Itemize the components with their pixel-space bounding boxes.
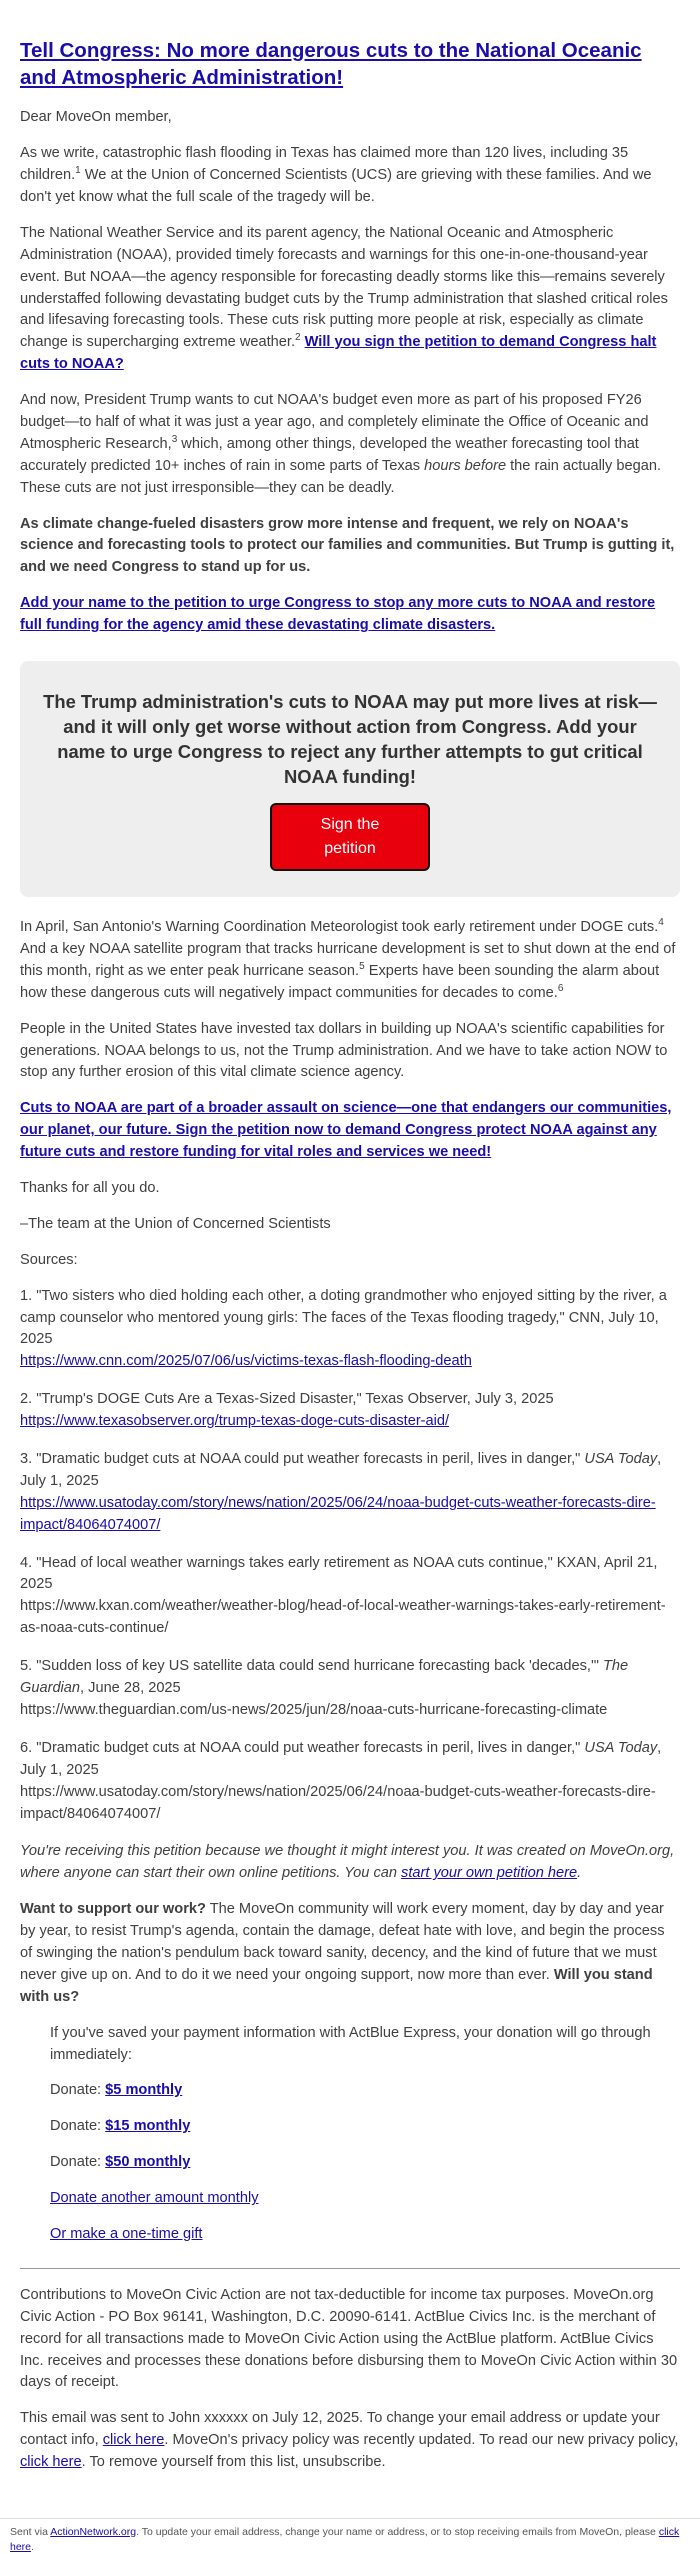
support-paragraph: [20, 1899, 680, 2008]
sent-text-3: . To remove yourself from this list, unsubscribe.: [81, 2454, 386, 2471]
sent-text-2: . MoveOn's privacy policy was recently updated. To read our new privacy policy,: [164, 2432, 679, 2449]
paragraph-budget: [20, 390, 680, 499]
p3-italic: hours before: [424, 457, 507, 474]
footer-text-1: Sent via: [10, 2525, 51, 2538]
donate-another-link[interactable]: Donate another amount monthly: [50, 2190, 259, 2207]
greeting: Dear MoveOn member,: [20, 109, 172, 126]
p2-text: The National Weather Service and its parent agency, the National Oceanic and Atmospheric Administration (NOAA), provided timely forecasts and warnings for this one-in-one-thousand-year event. But NOAA—the agency responsible for forecasting deadly storms like this—remains severely understaffed following devastating budget cuts by the Trump administration that slashed critical roles and lifesaving forecasting tools. These cuts risk putting more people at risk, especially as climate change is supercharging extreme weather.: [20, 224, 668, 351]
p3-text3: the rain actually began. These cuts are not just irresponsible—they can be deadly.: [20, 457, 662, 496]
sent-text-1: This email was sent to John xxxxxx on July 12, 2025. To change your email address or update your contact info,: [20, 2410, 660, 2449]
paragraph-climate: As climate change-fueled disasters grow more intense and frequent, we rely on NOAA's science and forecasting tools to protect our families and communities. But Trump is gutting it, and we need Congress to stand up for us.: [20, 515, 675, 576]
donate-prefix: Donate:: [50, 2154, 106, 2171]
footnote-2: 2: [295, 332, 301, 344]
footnote-5: 5: [359, 961, 365, 973]
privacy-policy-link[interactable]: click here: [20, 2454, 82, 2471]
p6-text2: And a key NOAA satellite program that tracks hurricane development is set to shut down at the end of this month, right as we enter peak hurricane season.: [20, 941, 676, 979]
p6-text3: Experts have been sounding the alarm about how these dangerous cuts will negatively impact communities for decades to come.: [20, 962, 660, 1001]
donate-15-link[interactable]: $15 monthly: [105, 2118, 191, 2135]
source-item: [20, 1656, 680, 1722]
footnote-1: 1: [75, 165, 81, 177]
source-date: , June 28, 2025: [80, 1680, 181, 1697]
source-url: https://www.theguardian.com/us-news/2025/jun/28/noaa-cuts-hurricane-forecasting-climate: [20, 1701, 608, 1718]
source-link[interactable]: https://www.cnn.com/2025/07/06/us/victims-texas-flash-flooding-death: [20, 1353, 472, 1370]
donate-50-link[interactable]: $50 monthly: [105, 2154, 191, 2171]
donate-prefix: Donate:: [50, 2118, 106, 2135]
petition-link-1[interactable]: Will you sign the petition to demand Congress halt cuts to NOAA?: [20, 334, 657, 373]
donate-5-link[interactable]: $5 monthly: [105, 2082, 183, 2099]
sent-notice: [20, 2408, 680, 2474]
support-lead: Want to support our work?: [20, 1901, 206, 1918]
paragraph-tax-dollars: People in the United States have invested tax dollars in building up NOAA's scientific capabilities for generations. NOAA belongs to us, not the Trump administration. And we have to take action NOW to stop any further erosion of this vital climate science agency.: [20, 1020, 668, 1081]
p3-text2: which, among other things, developed the weather forecasting tool that accurately predicted 10+ inches of rain in some parts of Texas: [20, 435, 639, 474]
source-item: [20, 1738, 680, 1826]
source-text: 6. "Dramatic budget cuts at NOAA could put weather forecasts in peril, lives in danger,": [20, 1739, 585, 1756]
footnote-6: 6: [557, 982, 564, 994]
source-date: , July 1, 2025: [20, 1739, 662, 1778]
donate-another-row: [50, 2188, 680, 2210]
donate-intro: If you've saved your payment information with ActBlue Express, your donation will go through immediately:: [50, 2024, 651, 2063]
source-link[interactable]: https://www.texasobserver.org/trump-texas-doge-cuts-disaster-aid/: [20, 1413, 450, 1430]
start-petition-link[interactable]: start your own petition here: [401, 1865, 578, 1882]
source-item: [20, 1449, 680, 1537]
donate-prefix: Donate:: [50, 2082, 106, 2099]
footnote-4: 4: [658, 917, 664, 929]
paragraph-add-name: [20, 593, 680, 637]
footer-text-3: .: [31, 2540, 34, 2553]
support-text: The MoveOn community will work every moment, day by day and year by year, to resist Trump's agenda, contain the damage, defeat hate with love, and begin the process of swinging the nation's pendulum back toward sanity, decency, and the kind of future that we must never give up on. And to do it we need your ongoing support, now more than ever.: [20, 1901, 665, 1983]
source-url: https://www.kxan.com/weather/weather-blog/head-of-local-weather-warnings-takes-early-retirement-as-noaa-cuts-continue/: [20, 1598, 666, 1637]
source-text: 1. "Two sisters who died holding each other, a doting grandmother who enjoyed sitting by the river, a camp counselor who mentored young girls: The faces of the Texas flooding tragedy," CNN, July 10, 2025: [20, 1287, 667, 1348]
donate-option: [50, 2152, 680, 2174]
p1-text: As we write, catastrophic flash flooding in Texas has claimed more than 120 lives, including 35 children.: [20, 145, 629, 184]
receiving-end: .: [577, 1865, 582, 1882]
source-text: 5. "Sudden loss of key US satellite data could send hurricane forecasting back 'decades,'": [20, 1658, 603, 1675]
donate-options: [50, 2080, 680, 2174]
donate-option: [50, 2116, 680, 2138]
donate-onetime-row: [50, 2224, 680, 2246]
footer-bar: [0, 2518, 700, 2554]
source-link[interactable]: https://www.usatoday.com/story/news/nation/2025/06/24/noaa-budget-cuts-weather-forecasts-dire-impact/84064074007/: [20, 1494, 656, 1533]
source-text: 3. "Dramatic budget cuts at NOAA could put weather forecasts in peril, lives in danger,": [20, 1451, 585, 1468]
footer-text-2: . To update your email address, change your name or address, or to stop receiving emails from MoveOn, please: [136, 2525, 659, 2538]
source-publication: The Guardian: [20, 1658, 629, 1697]
thanks: Thanks for all you do.: [20, 1180, 160, 1197]
donate-block: [20, 2023, 680, 2246]
signoff: –The team at the Union of Concerned Scientists: [20, 1215, 331, 1232]
source-text: 4. "Head of local weather warnings takes early retirement as NOAA cuts continue," KXAN, April 21, 2025: [20, 1554, 658, 1593]
petition-link-3[interactable]: Cuts to NOAA are part of a broader assault on science—one that endangers our communities, our planet, our future. Sign the petition now to demand Congress protect NOAA against any future cuts and restore funding for vital roles and services we need!: [20, 1100, 672, 1161]
footnote-3: 3: [171, 434, 178, 445]
paragraph-flooding: [20, 143, 680, 209]
title-link[interactable]: Tell Congress: No more dangerous cuts to the National Oceanic and Atmospheric Administration!: [20, 39, 642, 89]
support-tail: Will you stand with us?: [20, 1966, 653, 2005]
source-item: [20, 1553, 680, 1641]
source-text: 2. "Trump's DOGE Cuts Are a Texas-Sized Disaster," Texas Observer, July 3, 2025: [20, 1391, 554, 1408]
p6-text: In April, San Antonio's Warning Coordination Meteorologist took early retirement under DOGE cuts.: [20, 919, 659, 936]
divider: [20, 2268, 680, 2269]
page-title: [20, 38, 680, 91]
source-date: , July 1, 2025: [20, 1451, 662, 1489]
sign-petition-button[interactable]: Sign the petition: [270, 803, 430, 871]
source-publication: USA Today: [584, 1451, 658, 1468]
legal-notice: Contributions to MoveOn Civic Action are not tax-deductible for income tax purposes. MoveOn.org Civic Action - PO Box 96141, Washington, D.C. 20090-6141. ActBlue Civics Inc. is the merchant of record for all transactions made to MoveOn Civic Action using the ActBlue platform. ActBlue Civics Inc. receives and processes these donations before disbursing them to MoveOn Civic Action within 30 days of receipt.: [20, 2286, 678, 2391]
paragraph-doge: [20, 917, 680, 1005]
actionnetwork-link[interactable]: ActionNetwork.org: [50, 2525, 137, 2538]
sources-label: Sources:: [20, 1251, 78, 1268]
receiving-text: You're receiving this petition because we thought it might interest you. It was created on MoveOn.org, where anyone can start their own online petitions. You can: [20, 1843, 675, 1882]
p1-text2: We at the Union of Concerned Scientists (UCS) are grieving with these families. And we don't yet know what the full scale of the tragedy will be.: [20, 167, 652, 205]
donate-option: [50, 2080, 680, 2102]
update-contact-link[interactable]: click here: [102, 2432, 165, 2449]
paragraph-broader-assault: [20, 1098, 680, 1164]
petition-callout: [20, 661, 680, 897]
receiving-notice: [20, 1841, 680, 1885]
source-publication: USA Today: [584, 1739, 658, 1756]
source-url: https://www.usatoday.com/story/news/nation/2025/06/24/noaa-budget-cuts-weather-forecasts-dire-impact/84064074007/: [20, 1783, 656, 1822]
donate-onetime-link[interactable]: Or make a one-time gift: [50, 2225, 203, 2242]
callout-message: The Trump administration's cuts to NOAA may put more lives at risk—and it will only get worse without action from Congress. Add your name to urge Congress to reject any further attempts to gut critical NOAA funding!: [43, 690, 657, 788]
source-item: [20, 1389, 680, 1433]
petition-link-2[interactable]: Add your name to the petition to urge Congress to stop any more cuts to NOAA and restore full funding for the agency amid these devastating climate disasters.: [20, 595, 656, 634]
paragraph-noaa: [20, 223, 680, 376]
footer-click-here-link[interactable]: click here: [10, 2525, 680, 2553]
sources-list: [20, 1286, 680, 1826]
p3-text: And now, President Trump wants to cut NOAA's budget even more as part of his proposed FY26 budget—to half of what it was just a year ago, and completely eliminate the Office of Oceanic and Atmospheric Research,: [20, 392, 649, 452]
source-item: [20, 1286, 680, 1374]
